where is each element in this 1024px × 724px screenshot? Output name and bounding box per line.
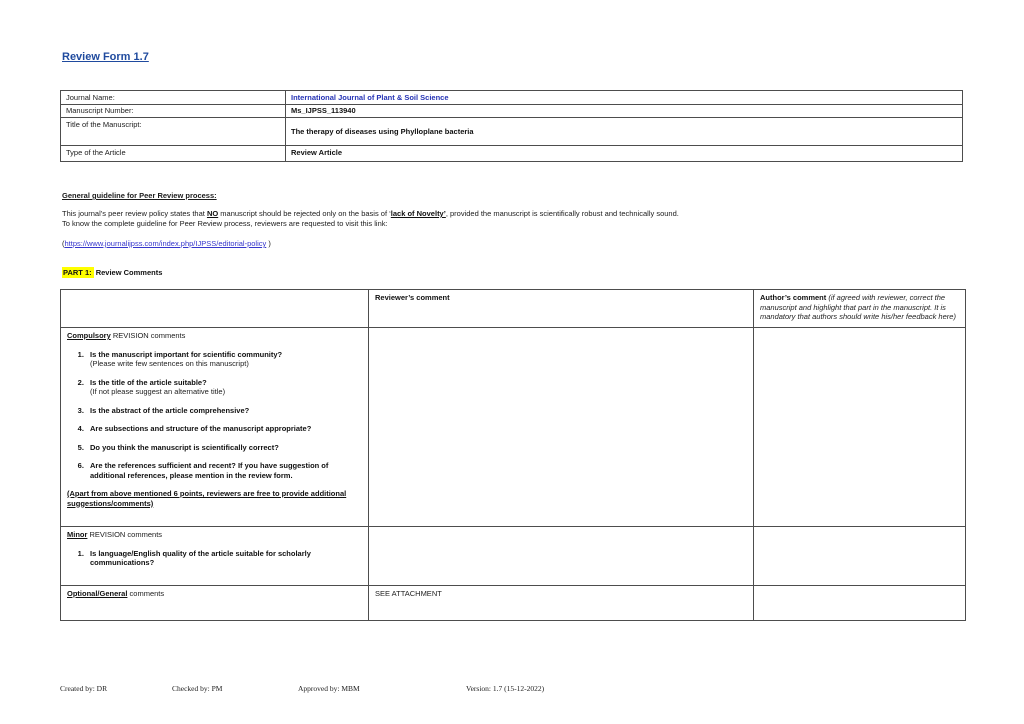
part1-heading (62, 268, 162, 278)
table-row-manuscript-title (61, 118, 963, 146)
part1-label-highlight: PART 1: (63, 268, 92, 277)
author-comment-header-note: (if agreed with reviewer, correct the manuscript and highlight that part in the manuscript. It is mandatory that authors should write his/her feedback here) (760, 293, 956, 321)
list-item (86, 549, 362, 568)
table-row-journal-name (61, 91, 963, 105)
minor-question-list (69, 549, 362, 568)
journal-name-value: International Journal of Plant & Soil Science (286, 91, 963, 105)
minor-reviewer-comment-cell[interactable] (369, 527, 754, 586)
policy-text-mid: manuscript should be rejected only on the basis of ‘ (218, 209, 391, 218)
policy-no-emphasis: NO (206, 209, 219, 218)
question-text: Is the title of the article suitable? (90, 377, 207, 387)
footer-checked-by: Checked by: PM (172, 684, 223, 693)
list-item (86, 461, 362, 480)
link-close-paren: ) (266, 239, 271, 248)
review-table-header-row (61, 290, 966, 328)
article-type-label: Type of the Article (61, 146, 286, 162)
question-subtext: (Please write few sentences on this manuscript) (90, 359, 249, 368)
list-item (86, 378, 362, 397)
optional-reviewer-comment-cell[interactable]: SEE ATTACHMENT (369, 586, 754, 621)
question-text: Are the references sufficient and recent? If you have suggestion of additional references, please mention in the review form. (90, 461, 329, 480)
link-open-paren: ( (62, 239, 65, 248)
compulsory-question-list (69, 350, 362, 481)
footer-version: Version: 1.7 (15-12-2022) (466, 684, 545, 693)
compulsory-reviewer-comment-cell[interactable] (369, 328, 754, 527)
minor-heading-emphasis: Minor (67, 530, 88, 539)
minor-heading-rest: REVISION comments (87, 530, 163, 539)
list-item (86, 443, 362, 453)
optional-comments-row (61, 586, 966, 621)
optional-heading-rest: comments (127, 589, 165, 598)
policy-text-prefix: This journal’s peer review policy states that (62, 209, 207, 218)
editorial-policy-link-line (62, 239, 271, 249)
optional-section-heading (67, 589, 362, 599)
manuscript-number-label: Manuscript Number: (61, 104, 286, 118)
guideline-heading: General guideline for Peer Review process: (62, 191, 217, 200)
manuscript-title-label: Title of the Manuscript: (61, 118, 286, 146)
compulsory-questions-cell (61, 328, 369, 527)
optional-heading-emphasis: Optional/General (67, 589, 128, 598)
minor-section-heading (67, 530, 362, 540)
optional-heading-cell (61, 586, 369, 621)
compulsory-heading-emphasis: Compulsory (67, 331, 111, 340)
header-empty-cell (61, 290, 369, 328)
question-text: Is the manuscript important for scientific community? (90, 349, 283, 359)
author-comment-header-bold: Author’s comment (760, 293, 829, 302)
guideline-paragraph (62, 209, 802, 228)
reviewer-comment-header: Reviewer’s comment (369, 290, 754, 328)
policy-line-2: To know the complete guideline for Peer Review process, reviewers are requested to visit this link: (62, 218, 388, 228)
policy-line (62, 209, 802, 219)
question-text: Is language/English quality of the article suitable for scholarly communications? (90, 548, 311, 567)
manuscript-title-value: The therapy of diseases using Phylloplane bacteria (286, 118, 963, 146)
author-comment-header (754, 290, 966, 328)
question-text: Is the abstract of the article comprehensive? (90, 405, 250, 415)
list-item (86, 350, 362, 369)
manuscript-number-value: Ms_IJPSS_113940 (286, 104, 963, 118)
minor-author-comment-cell[interactable] (754, 527, 966, 586)
list-item (86, 424, 362, 434)
journal-name-label: Journal Name: (61, 91, 286, 105)
list-item (86, 406, 362, 416)
policy-text-suffix: , provided the manuscript is scientifically robust and technically sound. (445, 209, 679, 218)
table-row-article-type (61, 146, 963, 162)
compulsory-heading-rest: REVISION comments (110, 331, 186, 340)
editorial-policy-link[interactable]: https://www.journalijpss.com/index.php/IJPSS/editorial-policy (64, 239, 267, 248)
article-type-value: Review Article (286, 146, 963, 162)
minor-questions-cell (61, 527, 369, 586)
question-text: Do you think the manuscript is scientifically correct? (90, 442, 279, 452)
minor-revision-row (61, 527, 966, 586)
footer-approved-by: Approved by: MBM (298, 684, 360, 693)
compulsory-revision-row (61, 328, 966, 527)
compulsory-section-heading (67, 331, 362, 341)
compulsory-author-comment-cell[interactable] (754, 328, 966, 527)
optional-author-comment-cell[interactable] (754, 586, 966, 621)
policy-novelty-emphasis: lack of Novelty’ (390, 209, 446, 218)
page-title: Review Form 1.7 (62, 51, 149, 63)
question-subtext: (If not please suggest an alternative title) (90, 387, 226, 396)
part1-title: Review Comments (93, 268, 163, 277)
review-comments-table (60, 289, 966, 621)
compulsory-note: (Apart from above mentioned 6 points, reviewers are free to provide additional suggestions/comments) (67, 489, 347, 508)
footer-created-by: Created by: DR (60, 684, 108, 693)
question-text: Are subsections and structure of the manuscript appropriate? (90, 424, 312, 433)
table-row-manuscript-number (61, 104, 963, 118)
manuscript-info-table (60, 90, 963, 162)
